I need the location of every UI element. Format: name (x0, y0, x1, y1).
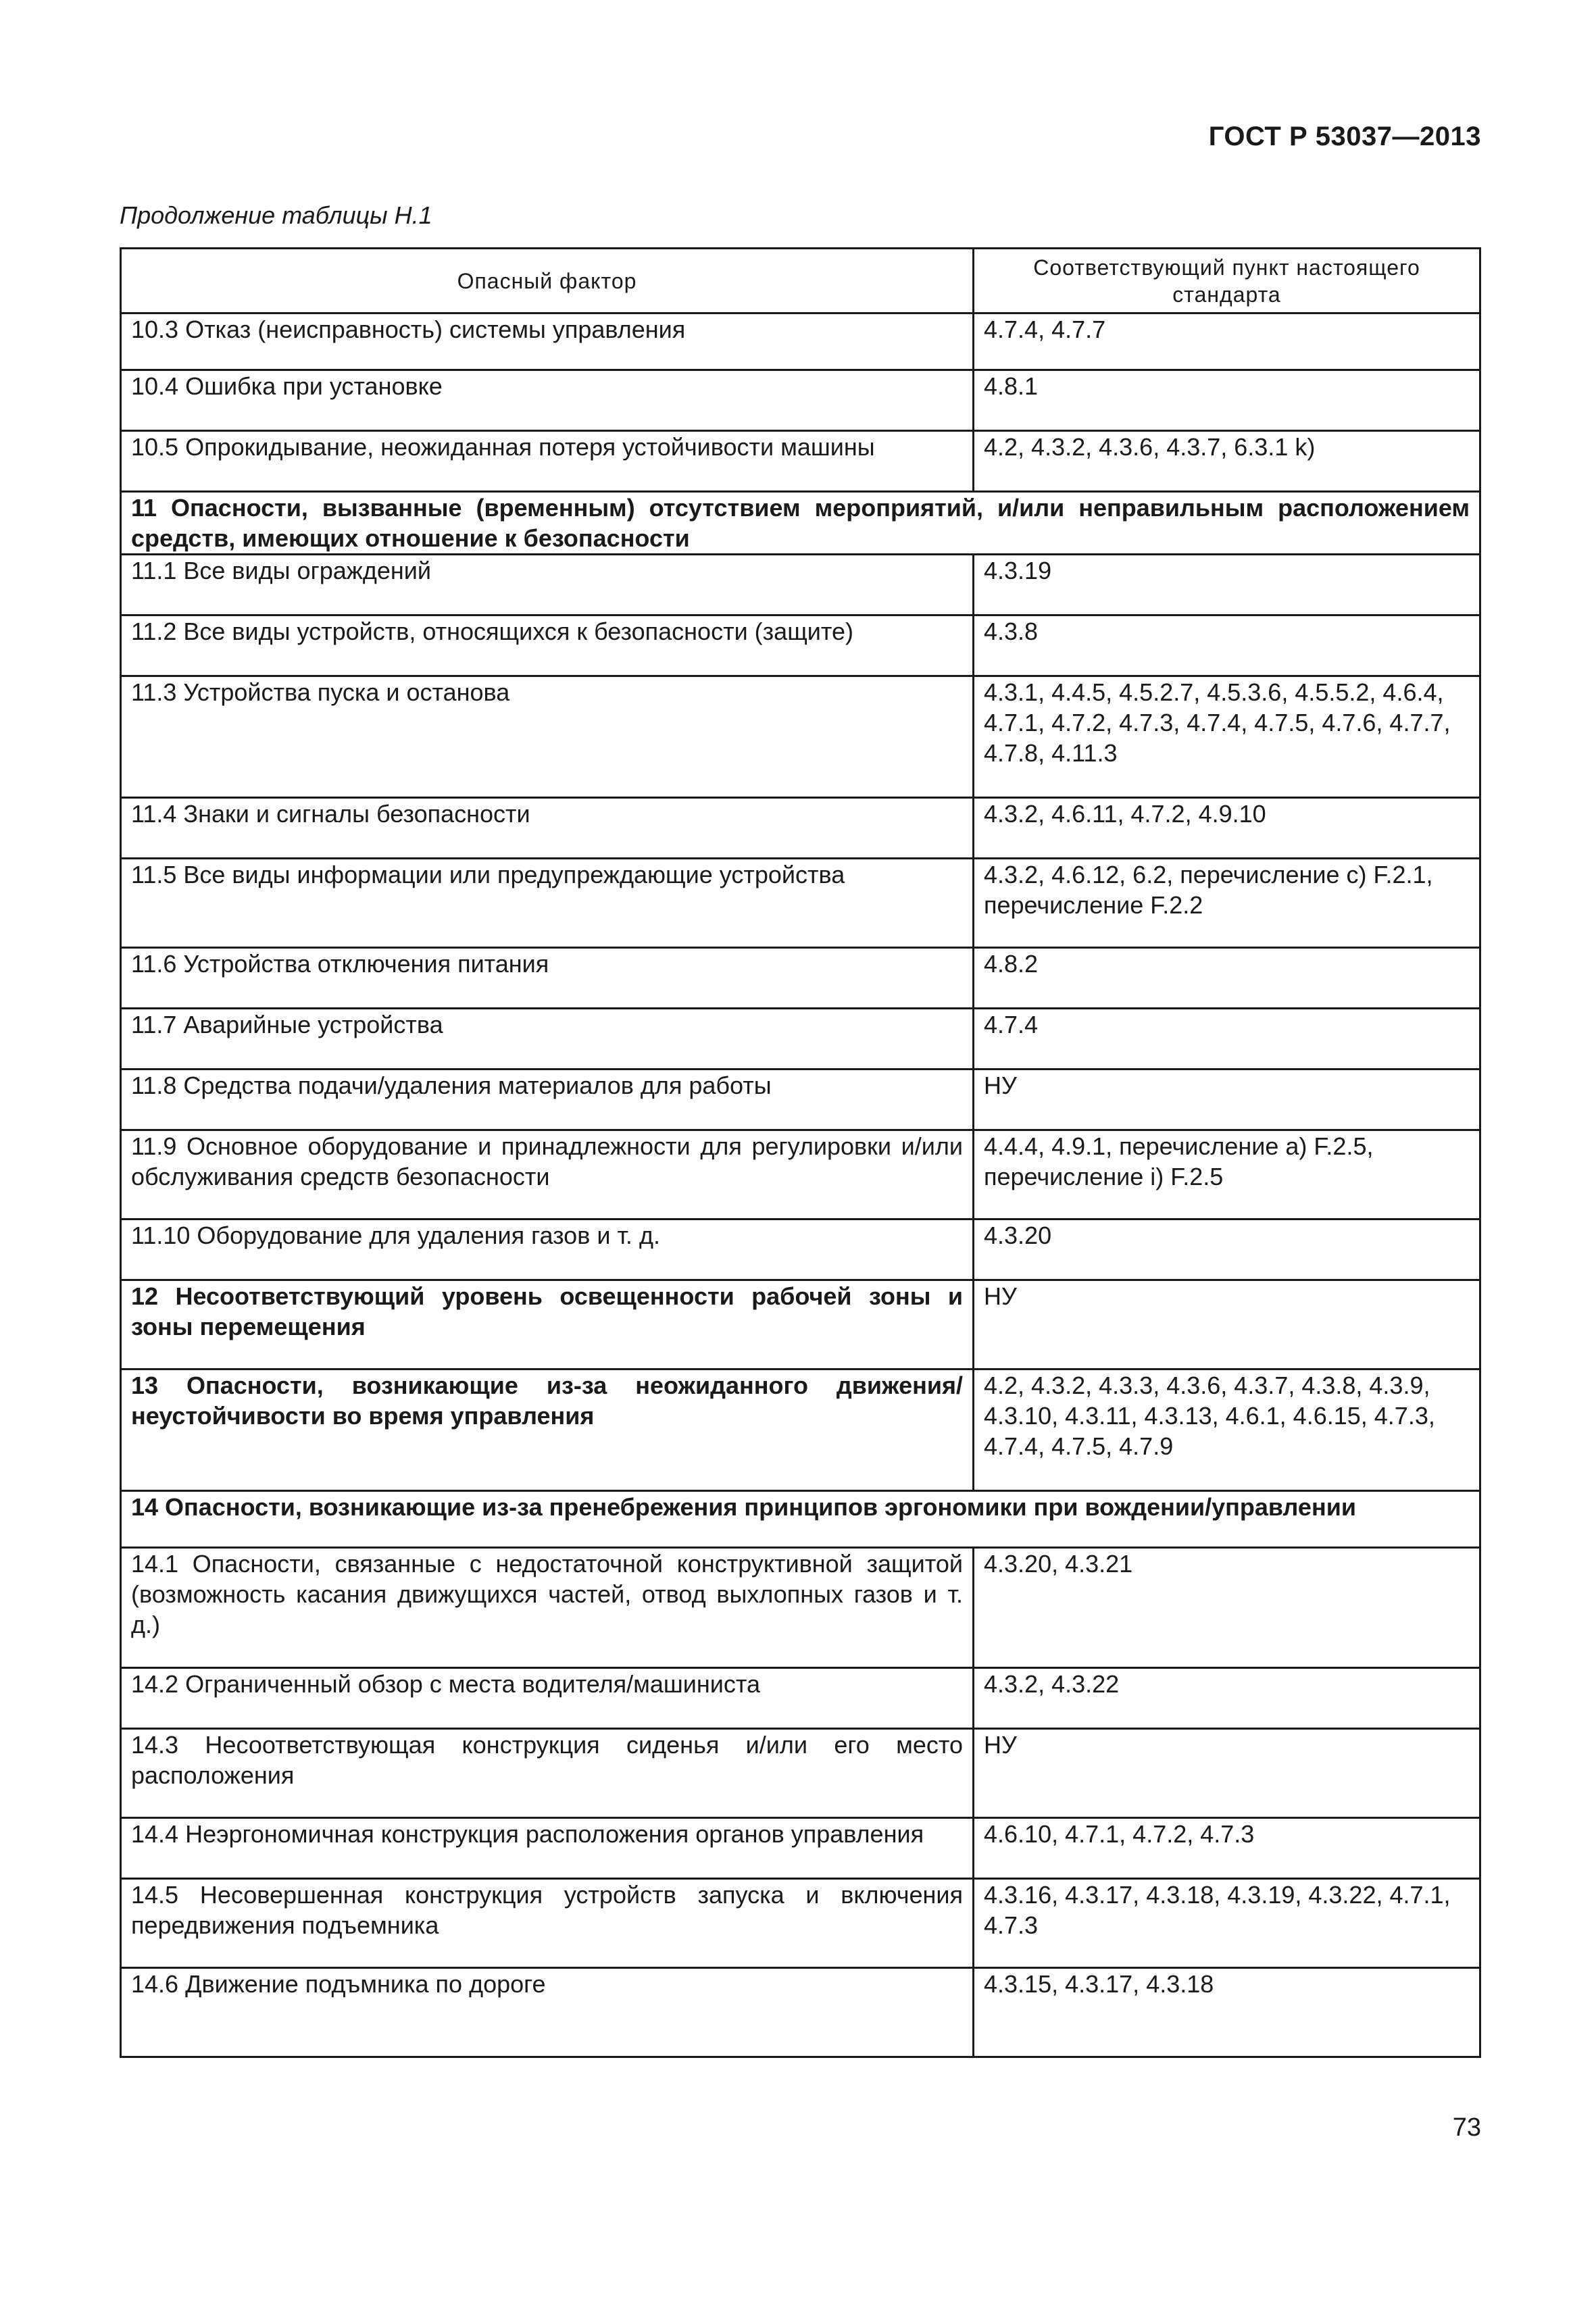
clause-cell: 4.6.10, 4.7.1, 4.7.2, 4.7.3 (974, 1818, 1480, 1879)
clause-cell: 4.3.2, 4.6.12, 6.2, перечисление c) F.2.1, перечисление F.2.2 (974, 859, 1480, 948)
table-row (121, 1280, 1480, 1369)
table-header-row (121, 249, 1480, 313)
clause-cell: НУ (974, 1280, 1480, 1369)
factor-cell: 14.3 Несоответствующая конструкция сиденья и/или его место расположения (121, 1729, 974, 1818)
clause-cell: 4.7.4 (974, 1009, 1480, 1070)
table-row (121, 798, 1480, 859)
table-row (121, 859, 1480, 948)
factor-cell: 11.3 Устройства пуска и останова (121, 676, 974, 798)
factor-cell: 10.5 Опрокидывание, неожиданная потеря устойчивости машины (121, 431, 974, 492)
clause-cell: 4.3.15, 4.3.17, 4.3.18 (974, 1968, 1480, 2057)
section-row (121, 492, 1480, 555)
factor-cell: 12 Несоответствующий уровень освещенности рабочей зоны и зоны перемещения (121, 1280, 974, 1369)
factor-cell: 13 Опасности, возникающие из-за неожиданного движения/неустойчивости во время управления (121, 1369, 974, 1491)
clause-cell: 4.3.20 (974, 1219, 1480, 1280)
clause-cell: 4.3.20, 4.3.21 (974, 1548, 1480, 1668)
factor-cell: 14.2 Ограниченный обзор с места водителя/машиниста (121, 1668, 974, 1729)
clause-cell: НУ (974, 1729, 1480, 1818)
clause-cell: 4.3.19 (974, 555, 1480, 615)
column-header-clause: Соответствующий пункт настоящего стандарта (974, 249, 1480, 313)
clause-cell: 4.3.2, 4.6.11, 4.7.2, 4.9.10 (974, 798, 1480, 859)
table-caption: Продолжение таблицы Н.1 (120, 201, 432, 229)
factor-cell: 11.5 Все виды информации или предупреждающие устройства (121, 859, 974, 948)
factor-cell: 11.10 Оборудование для удаления газов и т. д. (121, 1219, 974, 1280)
table-row (121, 1009, 1480, 1070)
section-heading: 11 Опасности, вызванные (временным) отсутствием мероприятий, и/или неправильным расположением средств, имеющих отношение к безопасности (121, 492, 1480, 555)
table-row (121, 1668, 1480, 1729)
clause-cell: 4.4.4, 4.9.1, перечисление a) F.2.5, перечисление i) F.2.5 (974, 1130, 1480, 1219)
clause-cell: 4.3.8 (974, 615, 1480, 676)
factor-cell: 14.5 Несовершенная конструкция устройств запуска и включения передвижения подъемника (121, 1879, 974, 1968)
table-row (121, 1968, 1480, 2057)
table-row (121, 676, 1480, 798)
factor-cell: 10.3 Отказ (неисправность) системы управления (121, 313, 974, 370)
table-row (121, 370, 1480, 431)
table-row (121, 1818, 1480, 1879)
factor-cell: 11.7 Аварийные устройства (121, 1009, 974, 1070)
table-row (121, 431, 1480, 492)
table-row (121, 1548, 1480, 1668)
table-row (121, 1070, 1480, 1130)
table-row (121, 555, 1480, 615)
factor-cell: 11.1 Все виды ограждений (121, 555, 974, 615)
clause-cell: 4.7.4, 4.7.7 (974, 313, 1480, 370)
factor-cell: 14.4 Неэргономичная конструкция расположения органов управления (121, 1818, 974, 1879)
table-row (121, 948, 1480, 1009)
standard-designation: ГОСТ Р 53037—2013 (1208, 122, 1481, 151)
section-heading: 14 Опасности, возникающие из-за пренебрежения принципов эргономики при вождении/управлении (121, 1491, 1480, 1548)
factor-cell: 11.9 Основное оборудование и принадлежности для регулировки и/или обслуживания средств безопасности (121, 1130, 974, 1219)
factor-cell: 11.6 Устройства отключения питания (121, 948, 974, 1009)
clause-cell: 4.2, 4.3.2, 4.3.3, 4.3.6, 4.3.7, 4.3.8, 4.3.9, 4.3.10, 4.3.11, 4.3.13, 4.6.1, 4.6.15, 4.7.3, 4.7.4, 4.7.5, 4.7.9 (974, 1369, 1480, 1491)
table-row (121, 1879, 1480, 1968)
factor-cell: 11.4 Знаки и сигналы безопасности (121, 798, 974, 859)
section-row (121, 1491, 1480, 1548)
table-row (121, 1729, 1480, 1818)
column-header-factor: Опасный фактор (121, 249, 974, 313)
clause-cell: НУ (974, 1070, 1480, 1130)
table-row (121, 1369, 1480, 1491)
factor-cell: 11.8 Средства подачи/удаления материалов для работы (121, 1070, 974, 1130)
clause-cell: 4.8.1 (974, 370, 1480, 431)
factor-cell: 14.6 Движение подъмника по дороге (121, 1968, 974, 2057)
hazards-table (120, 247, 1481, 2058)
table-row (121, 1130, 1480, 1219)
clause-cell: 4.3.16, 4.3.17, 4.3.18, 4.3.19, 4.3.22, 4.7.1, 4.7.3 (974, 1879, 1480, 1968)
factor-cell: 10.4 Ошибка при установке (121, 370, 974, 431)
clause-cell: 4.2, 4.3.2, 4.3.6, 4.3.7, 6.3.1 k) (974, 431, 1480, 492)
page-number: 73 (1452, 2113, 1481, 2142)
clause-cell: 4.3.2, 4.3.22 (974, 1668, 1480, 1729)
factor-cell: 14.1 Опасности, связанные с недостаточной конструктивной защитой (возможность касания движущихся частей, отвод выхлопных газов и т. д.) (121, 1548, 974, 1668)
clause-cell: 4.3.1, 4.4.5, 4.5.2.7, 4.5.3.6, 4.5.5.2, 4.6.4, 4.7.1, 4.7.2, 4.7.3, 4.7.4, 4.7.5, 4.7.6, 4.7.7, 4.7.8, 4.11.3 (974, 676, 1480, 798)
factor-cell: 11.2 Все виды устройств, относящихся к безопасности (защите) (121, 615, 974, 676)
table-row (121, 1219, 1480, 1280)
table-row (121, 615, 1480, 676)
table-row (121, 313, 1480, 370)
clause-cell: 4.8.2 (974, 948, 1480, 1009)
